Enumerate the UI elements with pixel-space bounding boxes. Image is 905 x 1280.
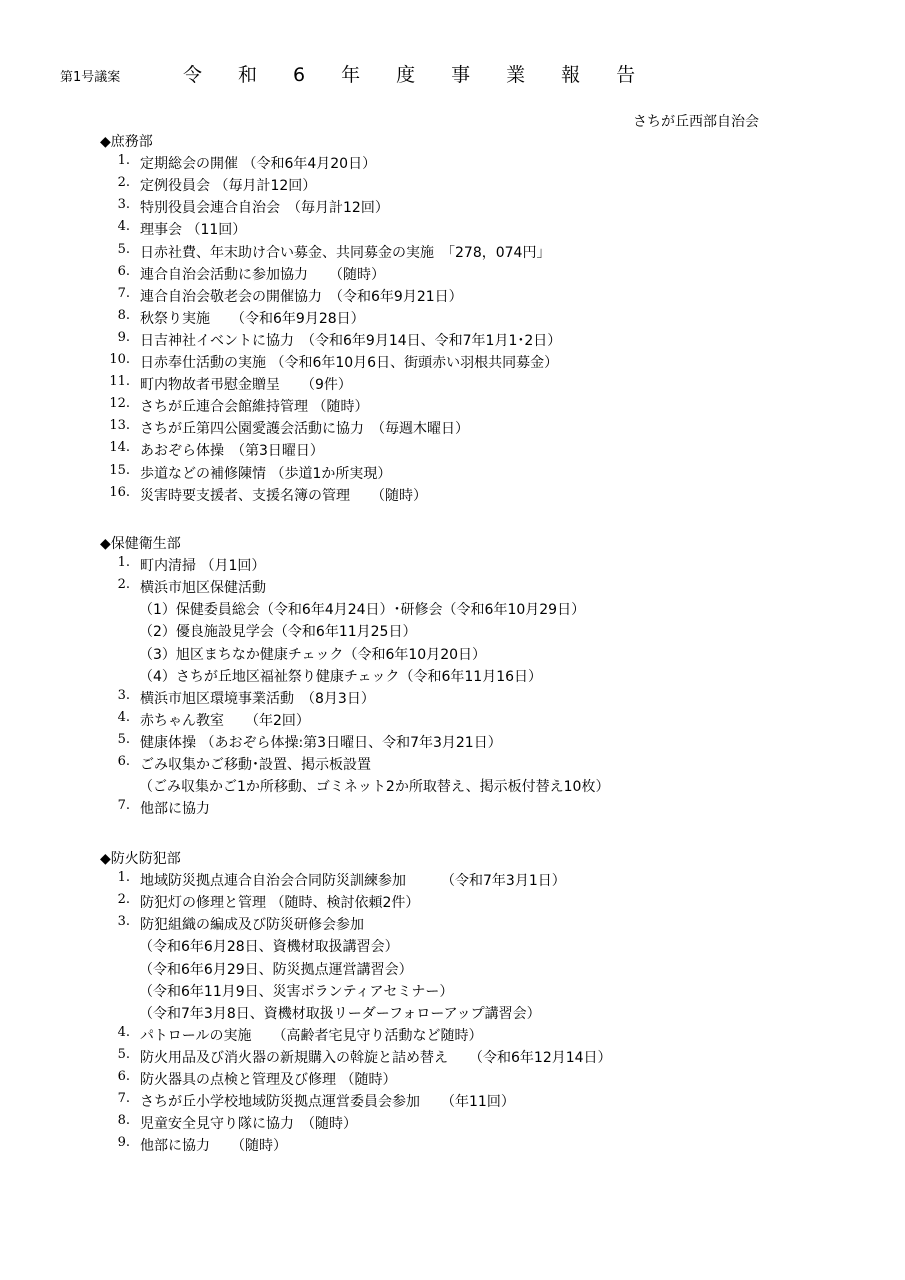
- item-text: 町内物故者弔慰金贈呈 （9件）: [140, 377, 352, 394]
- item-number: 9.: [117, 1135, 130, 1151]
- item-text: 定期総会の開催 （令和6年4月20日）: [140, 156, 377, 173]
- section-heading: ◆防火防犯部: [100, 851, 181, 867]
- item-text: 防犯組織の編成及び防災研修会参加: [140, 917, 364, 934]
- item-text: さちが丘第四公園愛護会活動に協力 （毎週木曜日）: [140, 421, 469, 438]
- item-number: 4.: [117, 1024, 130, 1040]
- item-number: 3.: [117, 197, 130, 213]
- page-title: 令和6年度事業報告: [183, 64, 672, 86]
- item-number: 4.: [117, 709, 130, 725]
- item-detail: （令和6年6月28日、資機材取扱講習会）: [139, 939, 399, 956]
- item-number: 3.: [117, 914, 130, 930]
- item-text: 他部に協力 （随時）: [140, 1138, 287, 1155]
- item-detail: （2）優良施設見学会（令和6年11月25日）: [139, 624, 417, 641]
- item-text: 他部に協力: [140, 801, 210, 818]
- item-text: パトロールの実施 （高齢者宅見守り活動など随時）: [140, 1027, 483, 1044]
- item-number: 6.: [117, 263, 130, 279]
- item-number: 2.: [117, 577, 130, 593]
- item-number: 13.: [109, 418, 130, 434]
- item-number: 5.: [117, 731, 130, 747]
- item-number: 11.: [109, 374, 130, 390]
- agenda-number: 第1号議案: [60, 70, 121, 85]
- item-number: 14.: [109, 440, 130, 456]
- item-number: 5.: [117, 1046, 130, 1062]
- item-text: 理事会 （11回）: [140, 222, 247, 239]
- item-text: 連合自治会活動に参加協力 （随時）: [140, 266, 385, 283]
- item-text: あおぞら体操 （第3日曜日）: [140, 443, 324, 460]
- item-text: 災害時要支援者、支援名簿の管理 （随時）: [140, 487, 427, 504]
- item-number: 8.: [117, 307, 130, 323]
- item-text: 歩道などの補修陳情 （歩道1か所実現）: [140, 465, 392, 482]
- item-number: 15.: [109, 462, 130, 478]
- item-number: 6.: [117, 754, 130, 769]
- section-heading: ◆庶務部: [100, 134, 153, 150]
- item-text: さちが丘小学校地域防災拠点運営委員会参加 （年11回）: [140, 1094, 515, 1111]
- item-text: 定例役員会 （毎月計12回）: [140, 178, 317, 195]
- item-text: 横浜市旭区保健活動: [140, 580, 266, 597]
- item-number: 7.: [117, 1091, 130, 1107]
- item-number: 12.: [109, 396, 130, 412]
- item-text: 防火用品及び消火器の新規購入の斡旋と詰め替え （令和6年12月14日）: [140, 1049, 612, 1066]
- item-text: 児童安全見守り隊に協力 （随時）: [140, 1116, 357, 1133]
- item-text: 健康体操 （あおぞら体操:第3日曜日、令和7年3月21日）: [140, 734, 502, 751]
- item-number: 2.: [117, 892, 130, 908]
- item-number: 2.: [117, 175, 130, 191]
- item-text: 日赤社費、年末助け合い募金、共同募金の実施 「278，074円」: [140, 244, 551, 261]
- item-text: 地域防災拠点連合自治会合同防災訓練参加 （令和7年3月1日）: [140, 873, 566, 890]
- section-heading: ◆保健衛生部: [100, 536, 181, 552]
- item-number: 7.: [117, 285, 130, 301]
- item-detail: （ごみ収集かご1か所移動、ゴミネット2か所取替え、掲示板付替え10枚）: [139, 779, 610, 796]
- item-text: 連合自治会敬老会の開催協力 （令和6年9月21日）: [140, 288, 463, 305]
- item-number: 7.: [117, 798, 130, 814]
- item-detail: （令和7年3月8日、資機材取扱リーダーフォローアップ講習会）: [139, 1005, 541, 1022]
- item-text: 横浜市旭区環境事業活動 （8月3日）: [140, 690, 375, 707]
- item-text: 秋祭り実施 （令和6年9月28日）: [140, 310, 365, 327]
- item-text: 町内清掃 （月1回）: [140, 558, 266, 575]
- item-number: 16.: [109, 484, 130, 500]
- item-text: 日吉神社イベントに協力 （令和6年9月14日、令和7年1月1･2日）: [140, 332, 562, 349]
- item-detail: （4）さちが丘地区福祉祭り健康チェック（令和6年11月16日）: [139, 668, 543, 685]
- item-number: 1.: [117, 153, 130, 169]
- item-number: 1.: [117, 870, 130, 886]
- item-detail: （3）旭区まちなか健康チェック（令和6年10月20日）: [139, 646, 487, 663]
- item-number: 4.: [117, 219, 130, 235]
- item-number: 9.: [117, 329, 130, 345]
- item-number: 6.: [117, 1069, 130, 1084]
- item-text: ごみ収集かご移動･設置、掲示板設置: [140, 757, 371, 773]
- item-detail: （令和6年6月29日、防災拠点運営講習会）: [139, 961, 413, 978]
- item-number: 5.: [117, 241, 130, 257]
- organization-name: さちが丘西部自治会: [633, 114, 759, 130]
- item-number: 3.: [117, 687, 130, 703]
- item-text: さちが丘連合会館維持管理 （随時）: [140, 399, 369, 416]
- item-number: 8.: [117, 1113, 130, 1129]
- item-text: 防火器具の点検と管理及び修理 （随時）: [140, 1072, 397, 1088]
- item-detail: （1）保健委員総会（令和6年4月24日）･研修会（令和6年10月29日）: [139, 602, 586, 619]
- item-text: 日赤奉仕活動の実施 （令和6年10月6日、街頭赤い羽根共同募金）: [140, 355, 559, 371]
- item-detail: （令和6年11月9日、災害ボランティアセミナー）: [139, 983, 454, 1000]
- item-number: 1.: [117, 555, 130, 571]
- item-number: 10.: [109, 352, 130, 367]
- item-text: 特別役員会連合自治会 （毎月計12回）: [140, 200, 389, 217]
- item-text: 赤ちゃん教室 （年2回）: [140, 712, 310, 729]
- item-text: 防犯灯の修理と管理 （随時、検討依頼2件）: [140, 895, 420, 912]
